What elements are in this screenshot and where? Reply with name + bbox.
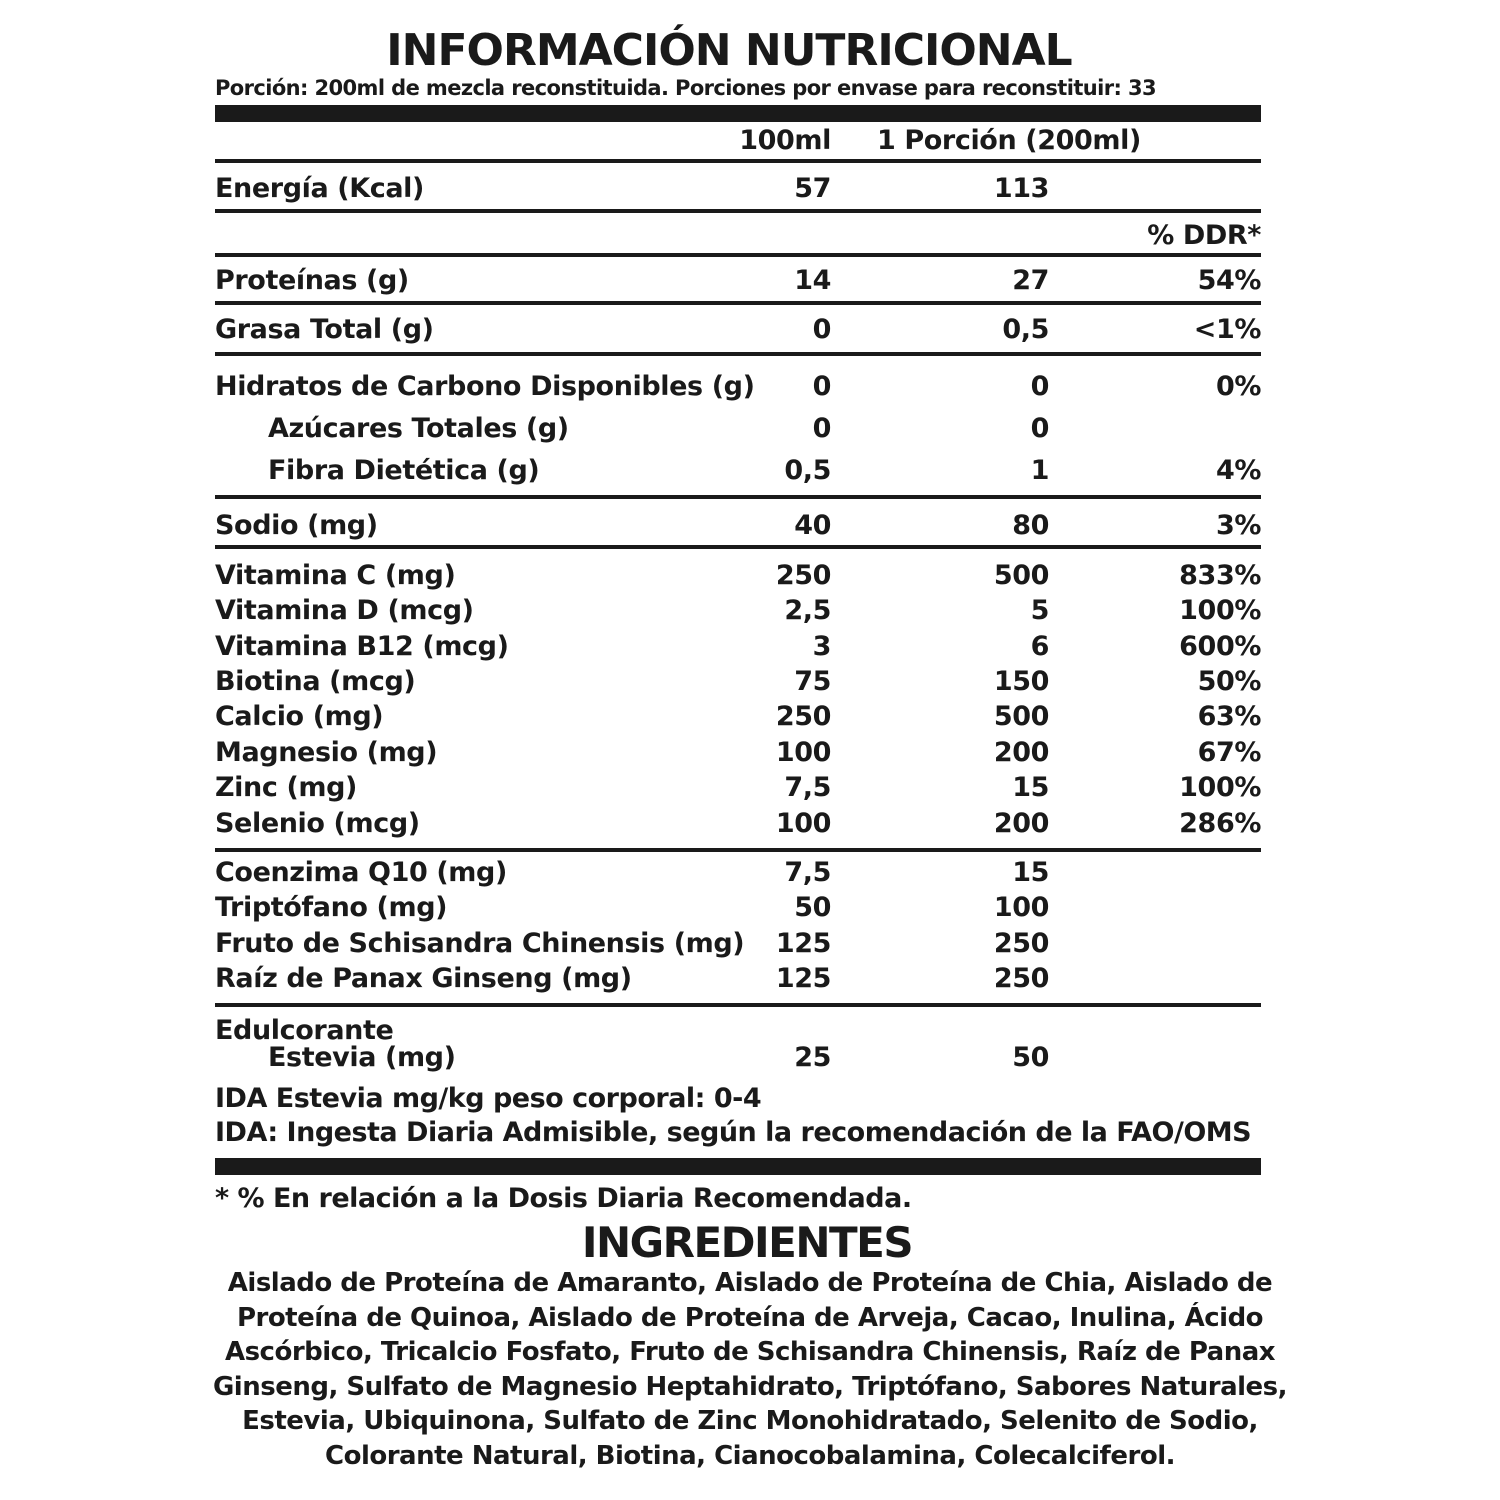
nutrient-per100: 25 [794,1042,831,1073]
nutrient-per100: 7,5 [784,857,831,888]
nutrient-per100: 250 [775,701,831,732]
nutrient-ddr: 4% [1215,455,1261,486]
nutrient-per100: 14 [794,265,831,296]
divider-thick-bottom [215,1158,1261,1175]
nutrient-ddr: 833% [1179,560,1261,591]
sweetener-heading: Edulcorante [215,1015,394,1046]
nutrient-row [215,369,1261,405]
other-row [215,855,1261,891]
column-header-ddr: % DDR* [1147,220,1261,251]
nutrient-per100: 40 [794,510,831,541]
nutrient-portion: 500 [993,560,1049,591]
nutrient-portion: 50 [1012,1042,1049,1073]
nutrient-portion: 0,5 [1002,314,1049,345]
nutrient-portion: 100 [993,892,1049,923]
serving-info: Porción: 200ml de mezcla reconstituida. Porciones por envase para reconstituir: 33 [215,76,1156,100]
divider [215,545,1261,549]
nutrient-ddr: 600% [1179,631,1261,662]
nutrient-label: Proteínas (g) [215,265,409,296]
footnote: * % En relación a la Dosis Diaria Recomendada. [215,1183,912,1214]
nutrient-label: Vitamina B12 (mcg) [215,631,509,662]
nutrient-label: Grasa Total (g) [215,314,434,345]
nutrient-portion: 5 [1030,595,1049,626]
nutrient-ddr: 50% [1197,666,1261,697]
divider [215,253,1261,257]
nutrient-label: Hidratos de Carbono Disponibles (g) [215,371,755,402]
nutrient-ddr: 100% [1179,772,1261,803]
divider [215,209,1261,213]
other-row [215,926,1261,962]
nutrient-per100: 0 [812,413,831,444]
nutrient-per100: 125 [775,963,831,994]
nutrient-portion: 1 [1030,455,1049,486]
divider [215,495,1261,499]
divider [215,159,1261,163]
ida-note-1: IDA Estevia mg/kg peso corporal: 0-4 [215,1083,762,1114]
vitamin-row [215,664,1261,700]
nutrient-portion: 250 [993,963,1049,994]
nutrient-label: Vitamina C (mg) [215,560,456,591]
nutrient-row [215,263,1261,299]
nutrient-per100: 125 [775,928,831,959]
divider-thick-top [215,105,1261,122]
nutrient-ddr: 63% [1197,701,1261,732]
nutrient-row [215,312,1261,348]
divider [215,352,1261,356]
nutrient-portion: 27 [1012,265,1049,296]
nutrient-label: Azúcares Totales (g) [268,413,569,444]
nutrient-per100: 0 [812,314,831,345]
nutrient-portion: 0 [1030,371,1049,402]
vitamin-row [215,735,1261,771]
nutrient-portion: 200 [993,737,1049,768]
nutrient-per100: 3 [812,631,831,662]
nutrient-ddr: <1% [1193,314,1261,345]
nutrient-label: Selenio (mcg) [215,808,420,839]
nutrient-label: Calcio (mg) [215,701,384,732]
nutrient-portion: 500 [993,701,1049,732]
nutrient-label: Magnesio (mg) [215,737,438,768]
sweetener-row [215,1040,1261,1076]
nutrient-label: Fibra Dietética (g) [268,455,540,486]
nutrient-per100: 50 [794,892,831,923]
other-row [215,961,1261,997]
nutrient-portion: 200 [993,808,1049,839]
nutrient-portion: 80 [1012,510,1049,541]
nutrient-row [215,411,1261,447]
nutrient-ddr: 100% [1179,595,1261,626]
nutrient-ddr: 3% [1215,510,1261,541]
nutrient-label: Zinc (mg) [215,772,357,803]
nutrient-per100: 250 [775,560,831,591]
nutrient-per100: 0 [812,371,831,402]
column-header-100ml: 100ml [739,125,831,156]
vitamin-row [215,629,1261,665]
nutrient-portion: 250 [993,928,1049,959]
energy-label: Energía (Kcal) [215,173,424,204]
nutrient-per100: 0,5 [784,455,831,486]
nutrient-per100: 2,5 [784,595,831,626]
nutrient-label: Fruto de Schisandra Chinensis (mg) [215,928,745,959]
nutrient-ddr: 67% [1197,737,1261,768]
vitamin-row [215,770,1261,806]
column-header-row [215,123,1261,159]
nutrient-per100: 75 [794,666,831,697]
nutrient-label: Coenzima Q10 (mg) [215,857,507,888]
vitamin-row [215,558,1261,594]
vitamin-row [215,806,1261,842]
energy-per100: 57 [794,173,831,204]
divider [215,301,1261,305]
sodium-row [215,508,1261,544]
nutrient-per100: 7,5 [784,772,831,803]
vitamin-row [215,699,1261,735]
nutrient-label: Triptófano (mg) [215,892,448,923]
nutrient-ddr: 286% [1179,808,1261,839]
nutrient-label: Sodio (mg) [215,510,378,541]
vitamin-row [215,593,1261,629]
other-row [215,890,1261,926]
energy-portion: 113 [993,173,1049,204]
divider [215,1003,1261,1007]
energy-row [215,171,1261,207]
nutrient-per100: 100 [775,737,831,768]
nutrient-ddr: 54% [1197,265,1261,296]
nutrient-portion: 15 [1012,772,1049,803]
ida-note-2: IDA: Ingesta Diaria Admisible, según la recomendación de la FAO/OMS [215,1117,1252,1148]
nutrient-portion: 15 [1012,857,1049,888]
nutrient-per100: 100 [775,808,831,839]
ddr-header-row [215,218,1261,254]
nutrient-portion: 0 [1030,413,1049,444]
nutrition-title: INFORMACIÓN NUTRICIONAL [386,25,1072,76]
ingredients-text: Aislado de Proteína de Amaranto, Aislado de Proteína de Chia, Aislado de Proteína de Quinoa, Aislado de Proteína de Arveja, Cacao, Inulina, Ácido Ascórbico, Tricalcio Fosfato, Fruto de Schisandra Chinensis, Raíz de Panax Ginseng, Sulfato de Magnesio Heptahidrato, Triptófano, Sabores Naturales, Estevia, Ubiquinona, Sulfato de Zinc Monohidratado, Selenito de Sodio, Colorante Natural, Biotina, Cianocobalamina, Colecalciferol. [212,1268,1288,1471]
ingredients-title: INGREDIENTES [581,1218,913,1267]
nutrient-label: Raíz de Panax Ginseng (mg) [215,963,632,994]
nutrient-label: Vitamina D (mcg) [215,595,474,626]
divider [215,848,1261,852]
nutrient-ddr: 0% [1215,371,1261,402]
nutrient-row [215,453,1261,489]
nutrient-portion: 6 [1030,631,1049,662]
nutrient-portion: 150 [993,666,1049,697]
column-header-portion: 1 Porción (200ml) [877,125,1141,156]
nutrient-label: Biotina (mcg) [215,666,416,697]
nutrient-label: Estevia (mg) [268,1042,456,1073]
